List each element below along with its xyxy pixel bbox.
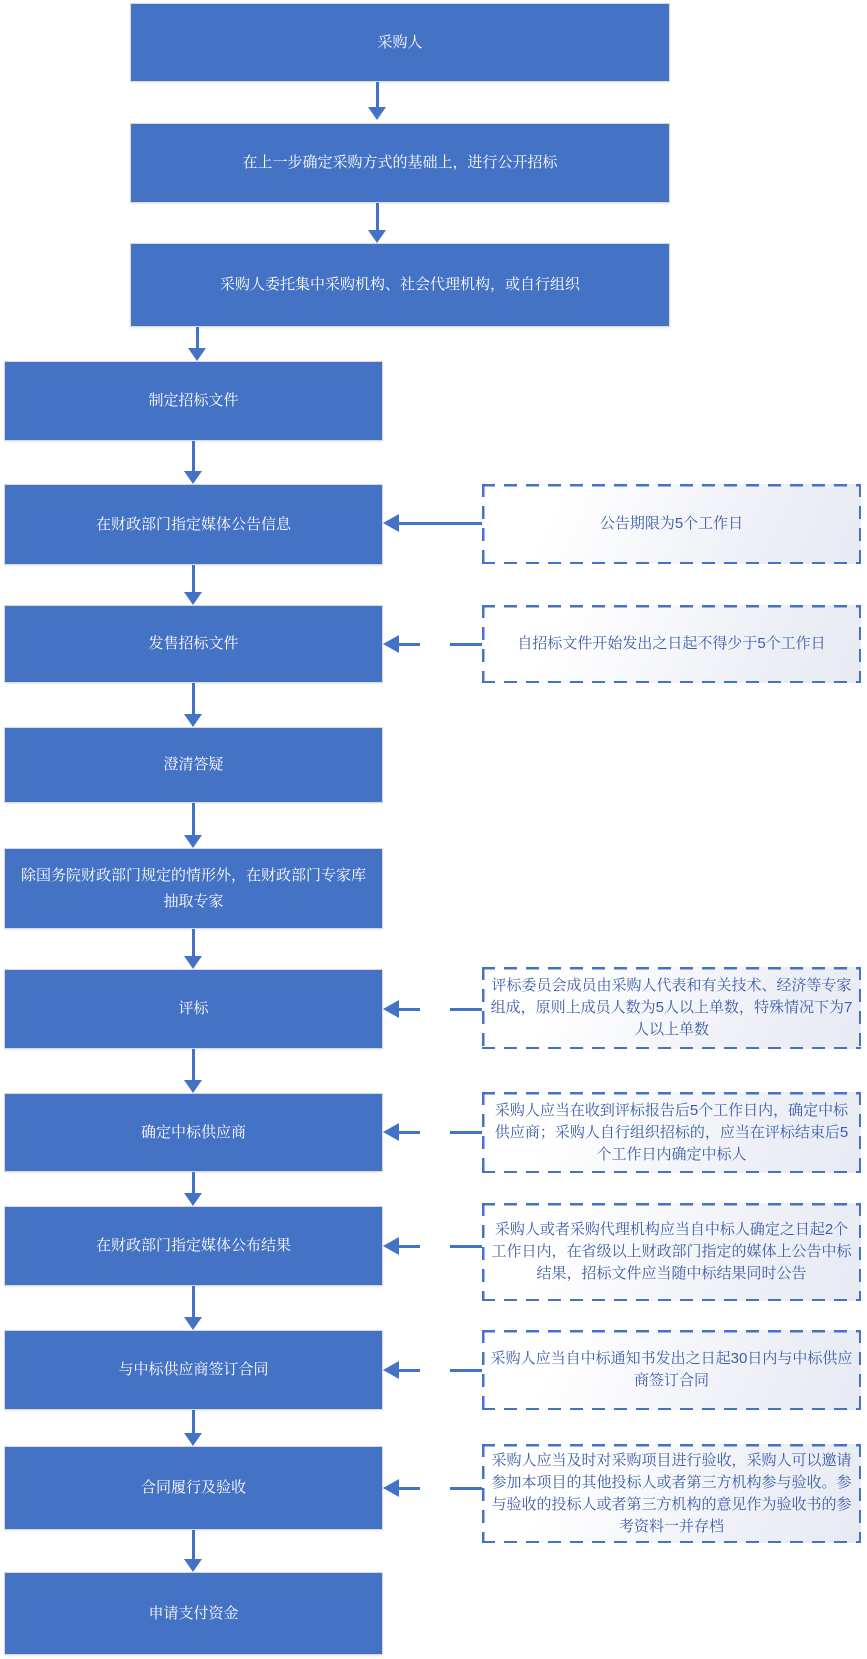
left-arrow-publish xyxy=(383,1237,482,1255)
down-arrow-8 xyxy=(184,929,202,969)
node-sign-contract: 与中标供应商签订合同 xyxy=(4,1330,383,1410)
down-arrow-9 xyxy=(184,1049,202,1093)
node-sell-tender-docs: 发售招标文件 xyxy=(4,605,383,683)
down-arrow-7 xyxy=(184,803,202,848)
note-sale-period: 自招标文件开始发出之日起不得少于5个工作日 xyxy=(482,605,861,683)
down-arrow-10 xyxy=(184,1172,202,1206)
left-arrow-acceptance xyxy=(383,1479,482,1497)
node-draw-experts: 除国务院财政部门规定的情形外，在财政部门专家库抽取专家 xyxy=(4,848,383,929)
down-arrow-3 xyxy=(188,327,206,361)
left-arrow-determine xyxy=(383,1123,482,1141)
down-arrow-6 xyxy=(184,683,202,727)
node-clarification: 澄清答疑 xyxy=(4,727,383,803)
left-arrow-announcement xyxy=(383,514,482,532)
node-bid-evaluation: 评标 xyxy=(4,969,383,1049)
node-entrust-agency: 采购人委托集中采购机构、社会代理机构，或自行组织 xyxy=(130,243,670,327)
node-contract-acceptance: 合同履行及验收 xyxy=(4,1446,383,1530)
node-open-tendering: 在上一步确定采购方式的基础上，进行公开招标 xyxy=(130,123,670,203)
down-arrow-5 xyxy=(184,565,202,605)
note-evaluation-committee: 评标委员会成员由采购人代表和有关技术、经济等专家组成，原则上成员人数为5人以上单数，特殊情况下为7人以上单数 xyxy=(482,967,861,1049)
note-acceptance-rule: 采购人应当及时对采购项目进行验收，采购人可以邀请参加本项目的其他投标人或者第三方机构参与验收。参与验收的投标人或者第三方机构的意见作为验收书的参考资料一并存档 xyxy=(482,1444,861,1543)
left-arrow-sale-period xyxy=(383,635,482,653)
note-publish-results-rule: 采购人或者采购代理机构应当自中标人确定之日起2个工作日内，在省级以上财政部门指定的媒体上公告中标结果，招标文件应当随中标结果同时公告 xyxy=(482,1203,861,1301)
node-publish-announcement: 在财政部门指定媒体公告信息 xyxy=(4,484,383,565)
node-determine-supplier: 确定中标供应商 xyxy=(4,1093,383,1172)
left-arrow-contract xyxy=(383,1361,482,1379)
note-announcement-period: 公告期限为5个工作日 xyxy=(482,484,861,564)
down-arrow-2 xyxy=(368,203,386,243)
note-determine-supplier-rule: 采购人应当在收到评标报告后5个工作日内，确定中标供应商；采购人自行组织招标的，应当在评标结束后5个工作日内确定中标人 xyxy=(482,1092,861,1173)
node-prepare-tender-docs: 制定招标文件 xyxy=(4,361,383,441)
left-arrow-evaluation xyxy=(383,1000,482,1018)
note-sign-contract-rule: 采购人应当自中标通知书发出之日起30日内与中标供应商签订合同 xyxy=(482,1330,861,1410)
down-arrow-1 xyxy=(368,82,386,120)
node-publish-results: 在财政部门指定媒体公布结果 xyxy=(4,1206,383,1286)
down-arrow-13 xyxy=(184,1530,202,1572)
down-arrow-11 xyxy=(184,1286,202,1330)
node-apply-payment: 申请支付资金 xyxy=(4,1572,383,1655)
node-purchaser: 采购人 xyxy=(130,3,670,82)
down-arrow-12 xyxy=(184,1410,202,1446)
down-arrow-4 xyxy=(184,441,202,484)
